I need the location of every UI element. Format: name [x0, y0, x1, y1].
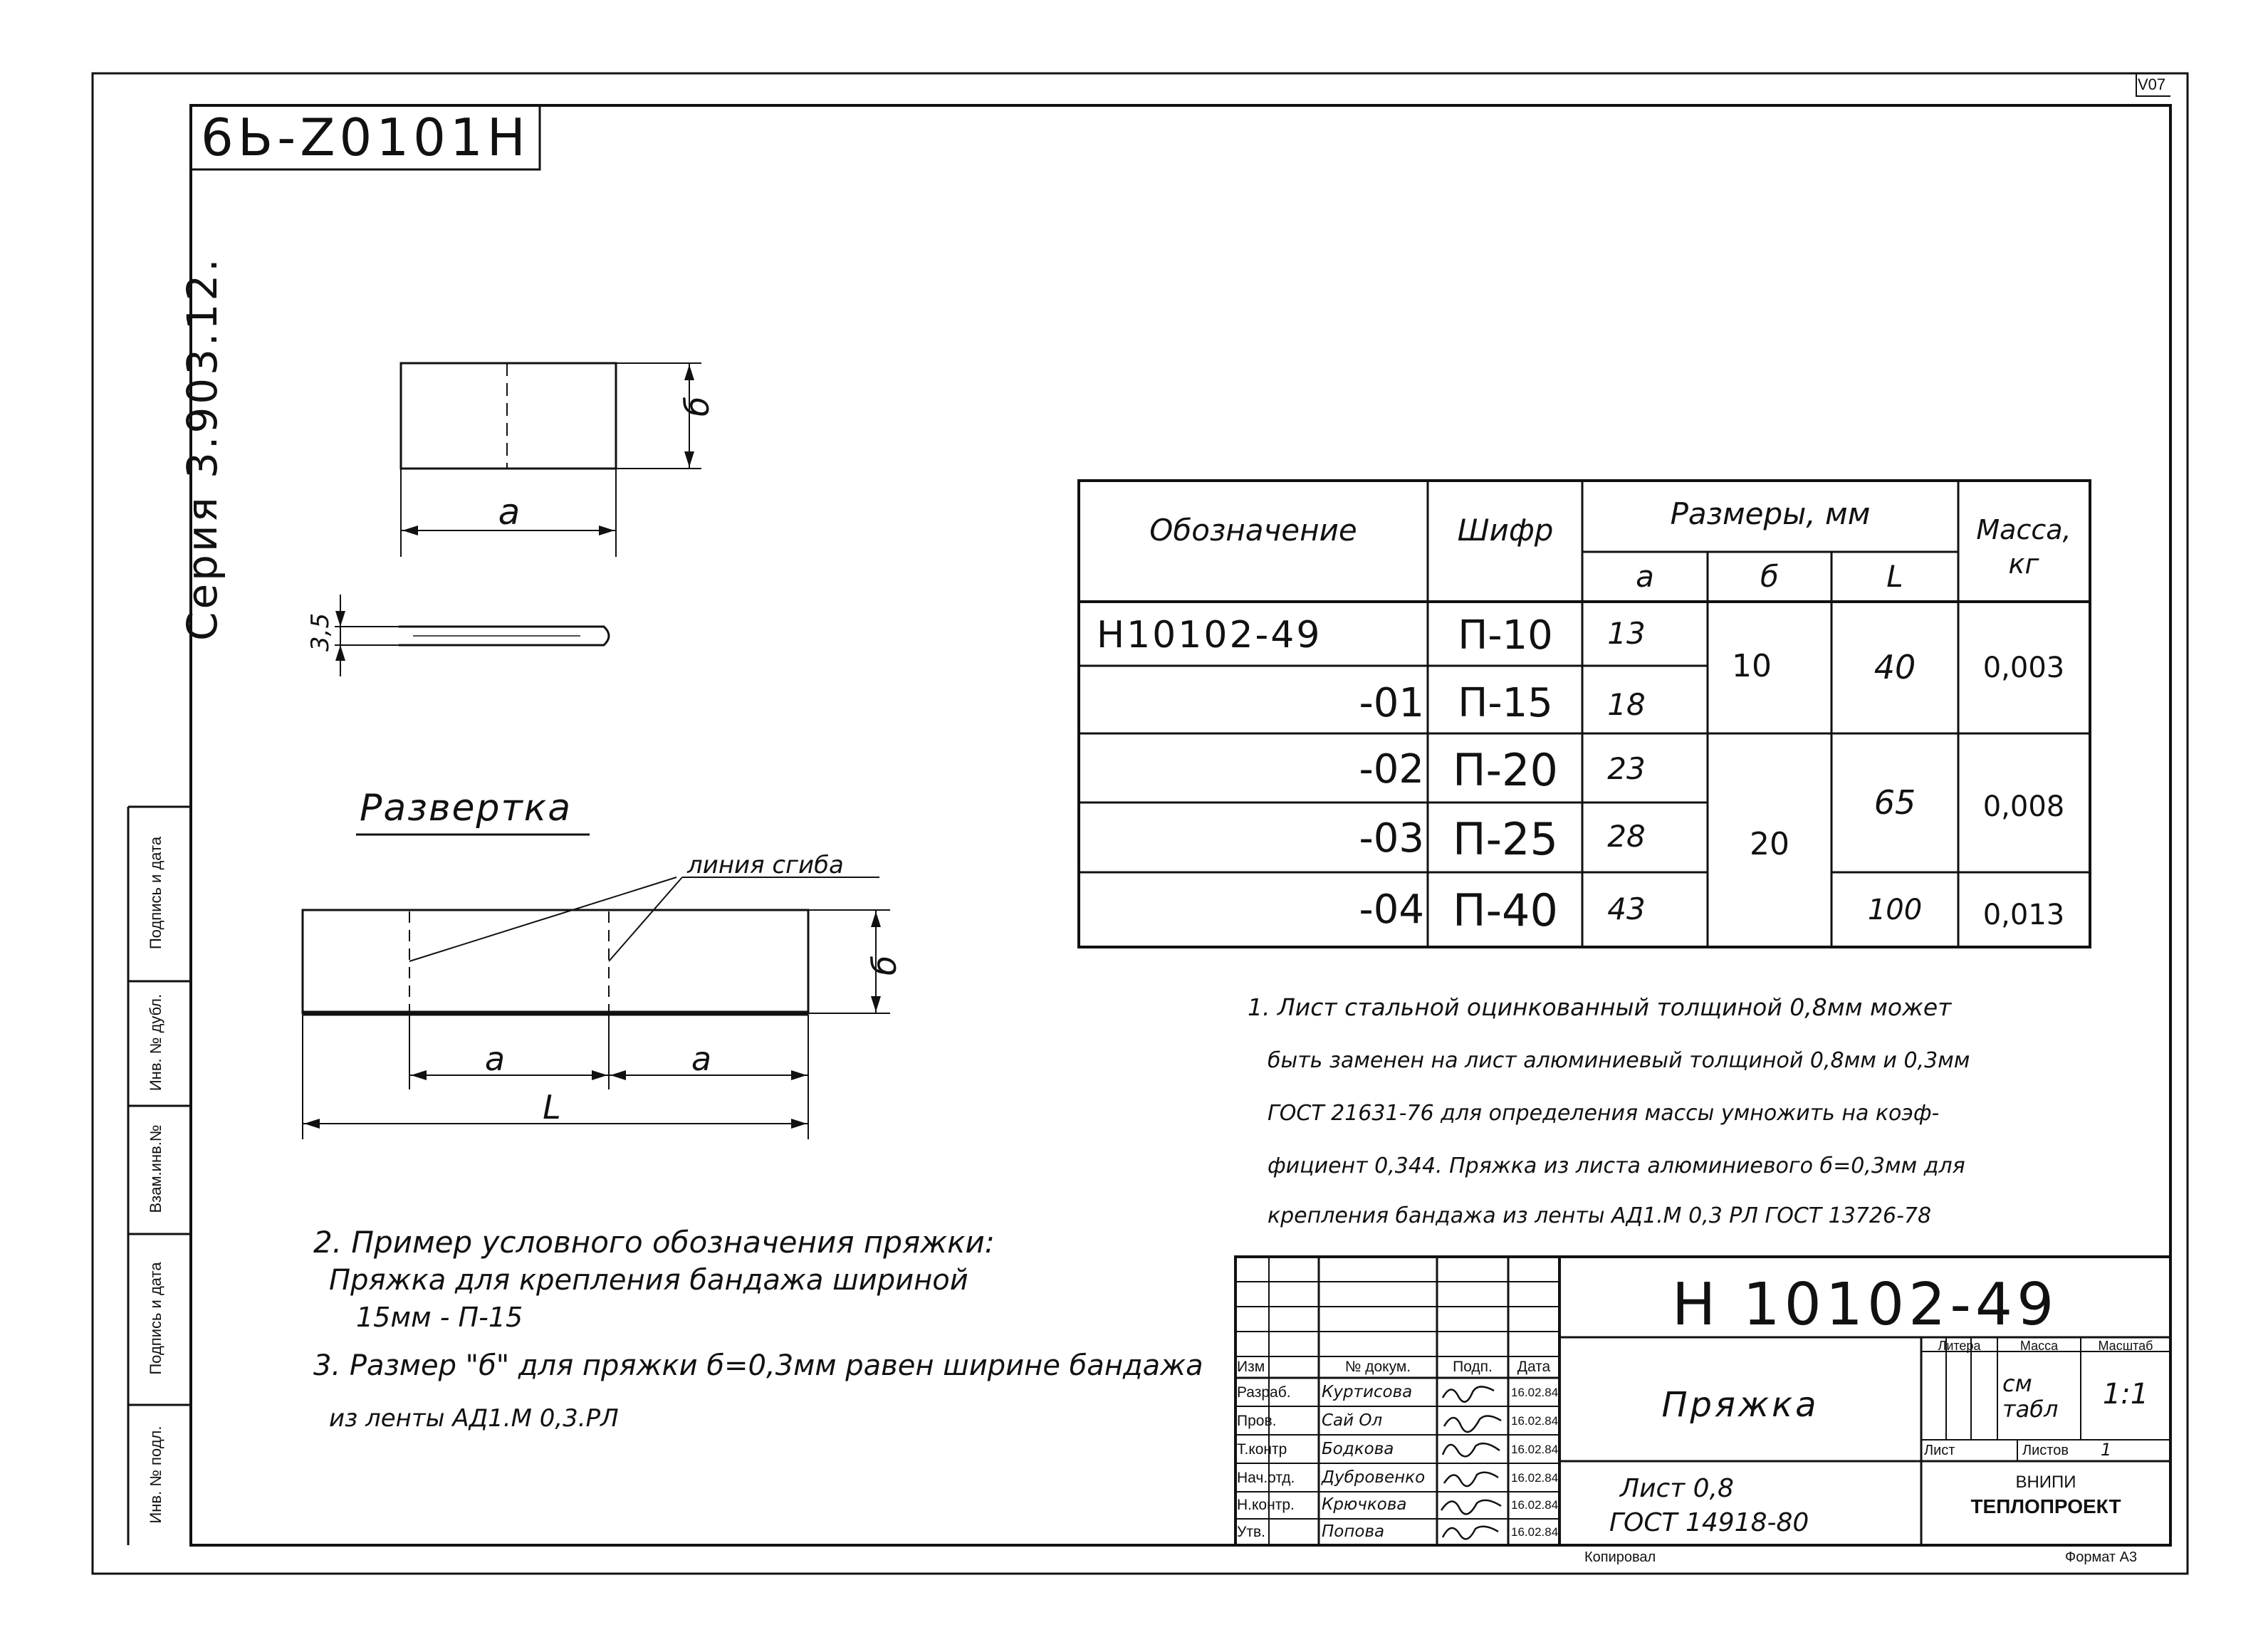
row1-a: 18 — [1607, 687, 1646, 722]
note3-line: 3. Размер "б" для пряжки б=0,3мм равен ширине бандажа — [313, 1349, 1203, 1382]
row0-designation: H10102-49 — [1097, 614, 1322, 657]
note1-line: крепления бандажа из ленты АД1.М 0,3 РЛ ГОСТ 13726-78 — [1268, 1203, 1932, 1228]
tb-person: Крючкова — [1322, 1495, 1407, 1514]
th-code: Шифр — [1457, 513, 1554, 548]
tb-ref-line2: ГОСТ 14918-80 — [1609, 1508, 1809, 1537]
row0-L: 40 — [1874, 648, 1916, 686]
tb-date: 16.02.84 — [1511, 1443, 1559, 1456]
dim-a-top: a — [498, 491, 521, 533]
rotated-drawing-number: 6Ь-Z0101H — [201, 108, 530, 167]
dim-a-right: a — [691, 1040, 712, 1078]
row4-code: П-40 — [1453, 884, 1558, 936]
row3-designation: -03 — [1359, 815, 1424, 862]
row2-L: 65 — [1874, 783, 1916, 822]
top-view-rect — [401, 363, 616, 469]
row3-code: П-25 — [1453, 813, 1558, 865]
tb-person: Сай Ол — [1322, 1411, 1383, 1430]
note1-line: быть заменен на лист алюминиевый толщиной 0,8мм и 0,3мм — [1268, 1048, 1970, 1073]
strip-label-inv-dubl: Инв. № дубл. — [147, 993, 164, 1092]
row4-L: 100 — [1867, 894, 1923, 926]
th-designation: Обозначение — [1149, 513, 1357, 548]
tb-sheets-value: 1 — [2101, 1440, 2112, 1460]
note1-line: ГОСТ 21631-76 для определения массы умножить на коэф- — [1268, 1101, 1940, 1126]
strip-label-vzam: Взам.инв.№ — [147, 1124, 164, 1213]
footer-copied: Копировал — [1584, 1549, 1656, 1565]
tb-name: Пряжка — [1661, 1385, 1819, 1425]
tb-person: Попова — [1322, 1522, 1385, 1541]
note2-line: 2. Пример условного обозначения пряжки: — [313, 1225, 995, 1260]
series-label: Серия 3.903.12. — [178, 256, 226, 641]
note1-line: 1. Лист стальной оцинкованный толщиной 0,8мм может — [1248, 993, 1952, 1021]
tb-col-sign: Подп. — [1453, 1359, 1493, 1375]
row0-a: 13 — [1607, 616, 1646, 651]
tb-role: Пров. — [1237, 1413, 1277, 1429]
bend-line-label: линия сгиба — [687, 851, 844, 879]
tb-date: 16.02.84 — [1511, 1386, 1559, 1399]
row0-code: П-10 — [1458, 612, 1553, 659]
tb-role: Разраб. — [1237, 1384, 1291, 1401]
row2-a: 23 — [1607, 751, 1646, 786]
note2-line: Пряжка для крепления бандажа шириной — [329, 1264, 968, 1297]
footer-format: Формат А3 — [2065, 1549, 2138, 1565]
tb-col-doc: № докум. — [1344, 1359, 1411, 1375]
th-a: a — [1636, 559, 1654, 594]
row4-a: 43 — [1607, 892, 1646, 926]
tb-org-line1: ВНИПИ — [2015, 1473, 2076, 1492]
development-title: Развертка — [360, 787, 573, 830]
dim-a-left: a — [484, 1040, 506, 1078]
row2-b: 20 — [1750, 826, 1789, 862]
tb-person: Дубровенко — [1322, 1468, 1426, 1487]
row2-mass: 0,008 — [1982, 790, 2065, 823]
dim-b-development: б — [865, 955, 904, 976]
tb-role: Утв. — [1237, 1524, 1265, 1540]
tb-sheets-label: Листов — [2022, 1443, 2069, 1458]
tb-org-line2: ТЕПЛОПРОЕКТ — [1970, 1495, 2121, 1517]
tb-scale-value: 1:1 — [2102, 1378, 2149, 1411]
tb-date: 16.02.84 — [1511, 1525, 1559, 1539]
tb-doc-number: H 10102-49 — [1671, 1271, 2059, 1339]
corner-mark: V07 — [2138, 75, 2166, 93]
strip-label-sign-date-2: Подпись и дата — [147, 836, 164, 950]
tb-person: Куртисова — [1322, 1383, 1413, 1401]
th-L: L — [1886, 559, 1903, 594]
th-b: б — [1760, 559, 1779, 594]
signatures — [1437, 1378, 1508, 1545]
tb-person: Бодкова — [1322, 1440, 1394, 1458]
row0-mass: 0,003 — [1982, 652, 2065, 684]
development-rect — [303, 910, 808, 1013]
tb-litera-label: Литера — [1938, 1339, 1981, 1353]
tb-ref-line1: Лист 0,8 — [1620, 1474, 1734, 1503]
tb-role: Нач.отд. — [1237, 1470, 1295, 1486]
th-sizes: Размеры, мм — [1670, 496, 1871, 531]
dim-b-top: б — [678, 396, 716, 417]
strip-label-inv-podl: Инв. № подл. — [147, 1426, 164, 1524]
tb-mass-value: см табл — [2002, 1370, 2059, 1423]
row1-code: П-15 — [1458, 680, 1553, 726]
tb-scale-label: Масштаб — [2098, 1339, 2153, 1353]
tb-date: 16.02.84 — [1511, 1471, 1559, 1485]
tb-role: Т.контр — [1237, 1441, 1287, 1458]
tb-role: Н.контр. — [1237, 1497, 1295, 1513]
note2-line: 15мм - П-15 — [356, 1302, 523, 1333]
row4-designation: -04 — [1359, 887, 1424, 933]
row1-designation: -01 — [1359, 680, 1424, 726]
th-mass: Масса, кг — [1976, 514, 2071, 580]
note3-line: из ленты АД1.М 0,3.РЛ — [329, 1404, 619, 1433]
dim-L: L — [543, 1088, 561, 1126]
tb-date: 16.02.84 — [1511, 1414, 1559, 1428]
strip-label-sign-date-1: Подпись и дата — [147, 1262, 164, 1375]
tb-col-izm: Изм — [1237, 1359, 1265, 1375]
row3-a: 28 — [1607, 819, 1646, 854]
row0-b: 10 — [1732, 648, 1772, 684]
tb-date: 16.02.84 — [1511, 1498, 1559, 1512]
note1-line: фициент 0,344. Пряжка из листа алюминиевого б=0,3мм для — [1268, 1154, 1965, 1178]
tb-col-date: Дата — [1517, 1359, 1551, 1375]
row4-mass: 0,013 — [1982, 899, 2065, 931]
dim-thickness: 3,5 — [306, 612, 335, 652]
tb-mass-label: Масса — [2019, 1339, 2059, 1353]
tb-sheet-label: Лист — [1924, 1443, 1955, 1458]
row2-code: П-20 — [1453, 744, 1558, 796]
row2-designation: -02 — [1359, 746, 1424, 793]
